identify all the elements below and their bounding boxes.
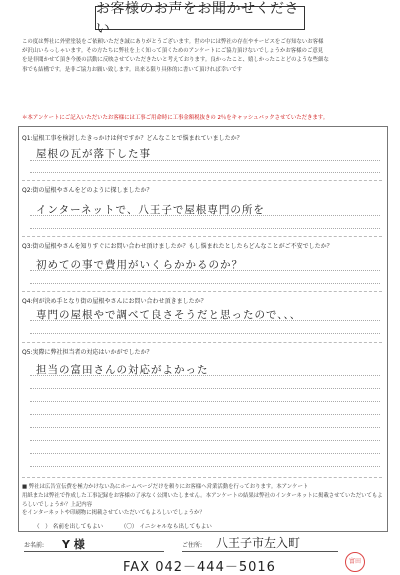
question-2: Q2:街の屋根やさんをどのように探しましたか？ <box>22 187 153 194</box>
answer-line <box>30 453 380 454</box>
answer-line <box>30 333 380 334</box>
name-label: お名前: <box>24 542 45 549</box>
checkbox-initials[interactable]: （〇） <box>120 524 138 530</box>
section-divider <box>22 342 382 343</box>
answer-line <box>30 388 380 389</box>
answer-line <box>30 320 380 321</box>
question-1: Q1:屋根工事を検討したきっかけは何ですか？どんなことで悩まれていましたか？ <box>22 135 243 142</box>
answer-4: 専門の屋根やで調べて良さそうだと思ったので、、、 <box>36 309 302 321</box>
answer-line <box>30 172 380 173</box>
stamp-text: 富田 <box>348 558 361 565</box>
name-value: Y 様 <box>62 538 85 551</box>
answer-line <box>30 283 380 284</box>
publication-consent-note: ■ 弊社は広告宣伝費を極力かけない為にホームページだけを頼りにお客様へ営業活動を行っております。本アンケート 用紙または弊社で作成した工事記録をお客様の了承なく公開いたしません。本アンケートの結果は弊社のインターネットに掲載させていただいてもよろしいでしょうか？上記内容 をインターネットや印刷物に掲載させていただいてもよろしいでしょうか？ <box>22 484 383 517</box>
hanko-stamp <box>345 552 365 572</box>
answer-line <box>30 466 380 467</box>
answer-1: 屋根の瓦が落下した事 <box>36 148 151 160</box>
checkbox-name[interactable]: （ ） <box>34 524 51 530</box>
answer-5: 担当の富田さんの対応がよかった <box>36 364 209 376</box>
answer-3: 初めての事で費用がいくらかかるのか？ <box>36 259 243 271</box>
answer-line <box>30 375 380 376</box>
section-divider <box>22 477 382 478</box>
option-name-label: 名前を出してもよい <box>52 524 104 530</box>
option-initials-label: イニシャルなら出してもよい <box>139 524 212 530</box>
fax-number: FAX 042－444－5016 <box>123 560 276 575</box>
answer-line <box>30 440 380 441</box>
answer-line <box>30 228 380 229</box>
section-divider <box>22 236 382 237</box>
address-label: ご住所: <box>182 542 203 549</box>
question-5: Q5:実際に弊社担当者の対応はいかがでしたか？ <box>22 349 153 356</box>
question-4: Q4:何が決め手となり街の屋根やさんにお問い合わせ頂きましたか？ <box>22 298 207 305</box>
address-value: 八王子市左入町 <box>216 536 301 550</box>
answer-line <box>30 414 380 415</box>
cashback-notice: ＊本アンケートにご記入いただいたお客様には工事ご用命時に工事金額税抜きの 2％をキャッシュバックさせていただきます。 <box>22 115 329 121</box>
name-section-divider <box>18 531 386 532</box>
answer-line <box>30 160 380 161</box>
answer-line <box>30 270 380 271</box>
answer-line <box>30 215 380 216</box>
question-3: Q3:街の屋根やさんを知りすぐにお問い合わせ頂けましたか？もし悩まれたとしたらどんなことがご不安でしたか？ <box>22 243 333 250</box>
answer-2: インターネットで、八王子で屋根専門の所を <box>36 204 265 216</box>
address-underline <box>182 551 338 552</box>
intro-text: この度は弊社に外壁塗装をご依頼いただき誠にありがとうございます。世の中には弊社の存在やサービスをご存知ないお客様 が沢山いらっしゃいます。その方たちに弊社を上く知って頂くためのアンケートにご協力頂けないでしょうかお客様のご意見 を是非聞かせて頂き今後の活動に反映させていただきたいと考えております。良かったこと、嬉しかったことどのような些細な 事でも結構です。是非ご協力お願い致します。出来る限り具体的に書いて頂ければ幸いです <box>22 39 329 73</box>
answer-line <box>30 427 380 428</box>
answer-line <box>30 401 380 402</box>
page-title: お客様のお声をお聞かせください <box>95 6 305 30</box>
section-divider <box>22 180 382 181</box>
consent-options <box>34 522 212 530</box>
name-underline <box>24 551 164 552</box>
section-divider <box>22 291 382 292</box>
